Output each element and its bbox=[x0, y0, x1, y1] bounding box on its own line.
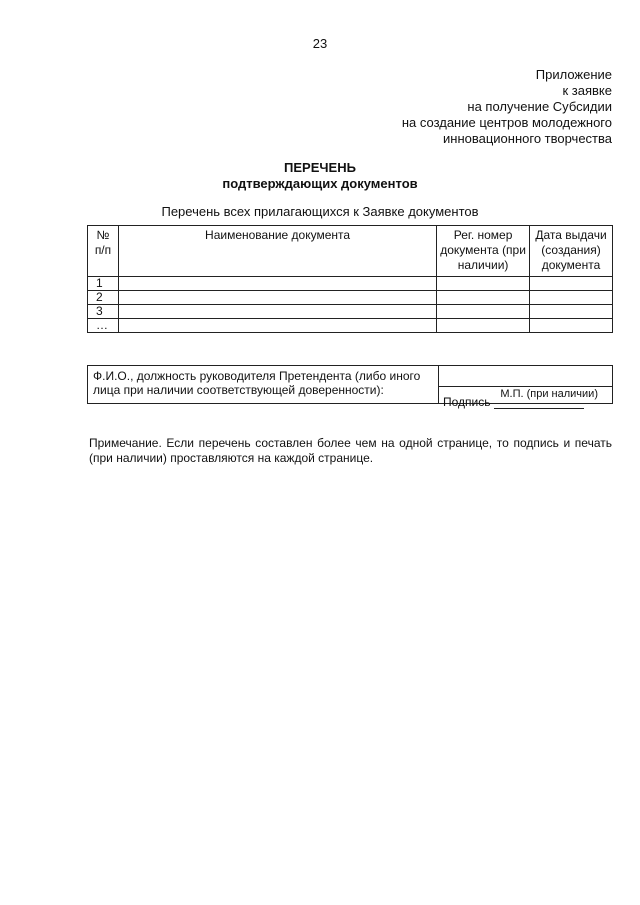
issue-date-cell[interactable] bbox=[530, 305, 613, 319]
appendix-line: к заявке bbox=[562, 83, 612, 98]
signature-label: Подпись bbox=[443, 395, 491, 409]
table-row bbox=[88, 305, 613, 319]
issue-date-cell[interactable] bbox=[530, 319, 613, 333]
document-name-cell[interactable] bbox=[118, 291, 436, 305]
reg-number-cell[interactable] bbox=[437, 319, 530, 333]
documents-table bbox=[87, 225, 613, 333]
appendix-line: на получение Субсидии bbox=[467, 99, 612, 114]
row-number: 2 bbox=[88, 291, 119, 305]
issue-date-cell[interactable] bbox=[530, 277, 613, 291]
table-caption: Перечень всех прилагающихся к Заявке документов bbox=[161, 204, 479, 219]
row-number: 3 bbox=[88, 305, 119, 319]
reg-number-cell[interactable] bbox=[437, 305, 530, 319]
row-number: 1 bbox=[88, 277, 119, 291]
document-title bbox=[0, 160, 640, 192]
document-name-cell[interactable] bbox=[118, 305, 436, 319]
page-number: 23 bbox=[312, 36, 328, 51]
appendix-line: на создание центров молодежного bbox=[401, 115, 612, 130]
table-row bbox=[88, 291, 613, 305]
title-line-2: подтверждающих документов bbox=[222, 176, 418, 191]
row-number: … bbox=[88, 319, 119, 333]
appendix-line: инновационного творчества bbox=[443, 131, 612, 146]
appendix-line: Приложение bbox=[535, 67, 612, 82]
signature-cell[interactable] bbox=[439, 366, 613, 409]
appendix-header bbox=[402, 67, 612, 147]
footnote: Примечание. Если перечень составлен более чем на одной странице, то подпись и печать (при наличии) проставляются на каждой странице. bbox=[89, 436, 612, 465]
reg-number-cell[interactable] bbox=[437, 277, 530, 291]
signature-table bbox=[87, 365, 613, 409]
issue-date-cell[interactable] bbox=[530, 291, 613, 305]
table-header-row bbox=[88, 226, 613, 277]
table-row bbox=[88, 277, 613, 291]
document-name-cell[interactable] bbox=[118, 277, 436, 291]
header-name: Наименование документа bbox=[118, 226, 436, 277]
stamp-label: М.П. (при наличии) bbox=[500, 388, 598, 400]
table-row bbox=[88, 319, 613, 333]
title-line-1: ПЕРЕЧЕНЬ bbox=[284, 160, 356, 175]
header-reg-number: Рег. номер документа (при наличии) bbox=[437, 226, 530, 277]
document-name-cell[interactable] bbox=[118, 319, 436, 333]
reg-number-cell[interactable] bbox=[437, 291, 530, 305]
header-num: № п/п bbox=[88, 226, 119, 277]
signatory-info: Ф.И.О., должность руководителя Претендента (либо иного лица при наличии соответствующей доверенности): bbox=[88, 366, 439, 404]
header-issue-date: Дата выдачи (создания) документа bbox=[530, 226, 613, 277]
